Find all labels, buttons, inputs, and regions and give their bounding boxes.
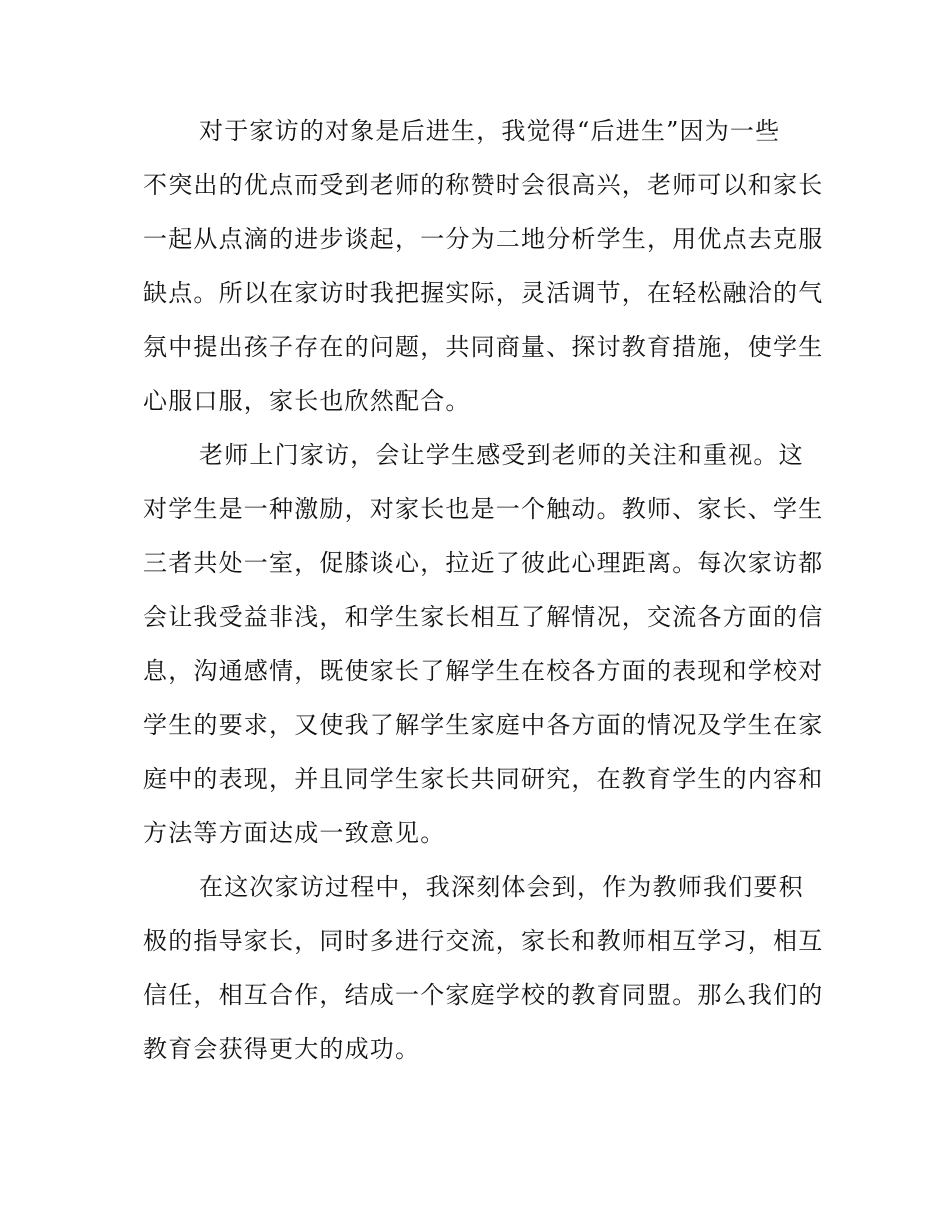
- paragraph-line: 方法等方面达成一致意见。: [143, 819, 446, 847]
- paragraph-line: 息，沟通感情，既使家长了解学生在校各方面的表现和学校对: [143, 657, 824, 685]
- paragraph-line: 对学生是一种激励，对家长也是一个触动。教师、家长、学生: [143, 495, 824, 523]
- paragraph-3: [143, 860, 824, 1076]
- paragraph-1: [143, 104, 824, 428]
- paragraph-line: 对于家访的对象是后进生，我觉得“后进生”因为一些: [199, 117, 781, 145]
- paragraph-line: 不突出的优点而受到老师的称赞时会很高兴，老师可以和家长: [143, 171, 824, 199]
- paragraph-line: 氛中提出孩子存在的问题，共同商量、探讨教育措施，使学生: [143, 333, 824, 361]
- paragraph-2: [143, 428, 824, 860]
- paragraph-line: 教育会获得更大的成功。: [143, 1035, 421, 1063]
- paragraph-line: 一起从点滴的进步谈起，一分为二地分析学生，用优点去克服: [143, 225, 824, 253]
- paragraph-line: 三者共处一室，促膝谈心，拉近了彼此心理距离。每次家访都: [143, 549, 824, 577]
- paragraph-line: 庭中的表现，并且同学生家长共同研究，在教育学生的内容和: [143, 765, 824, 793]
- paragraph-line: 会让我受益非浅，和学生家长相互了解情况，交流各方面的信: [143, 603, 824, 631]
- paragraph-line: 心服口服，家长也欣然配合。: [143, 387, 471, 415]
- paragraph-line: 缺点。所以在家访时我把握实际，灵活调节，在轻松融洽的气: [143, 279, 824, 307]
- paragraph-line: 在这次家访过程中，我深刻体会到，作为教师我们要积: [199, 873, 804, 901]
- paragraph-line: 老师上门家访，会让学生感受到老师的关注和重视。这: [199, 441, 804, 469]
- paragraph-line: 学生的要求，又使我了解学生家庭中各方面的情况及学生在家: [143, 711, 824, 739]
- document-body: [143, 104, 824, 1076]
- paragraph-line: 极的指导家长，同时多进行交流，家长和教师相互学习，相互: [143, 927, 824, 955]
- paragraph-line: 信任，相互合作，结成一个家庭学校的教育同盟。那么我们的: [143, 981, 824, 1009]
